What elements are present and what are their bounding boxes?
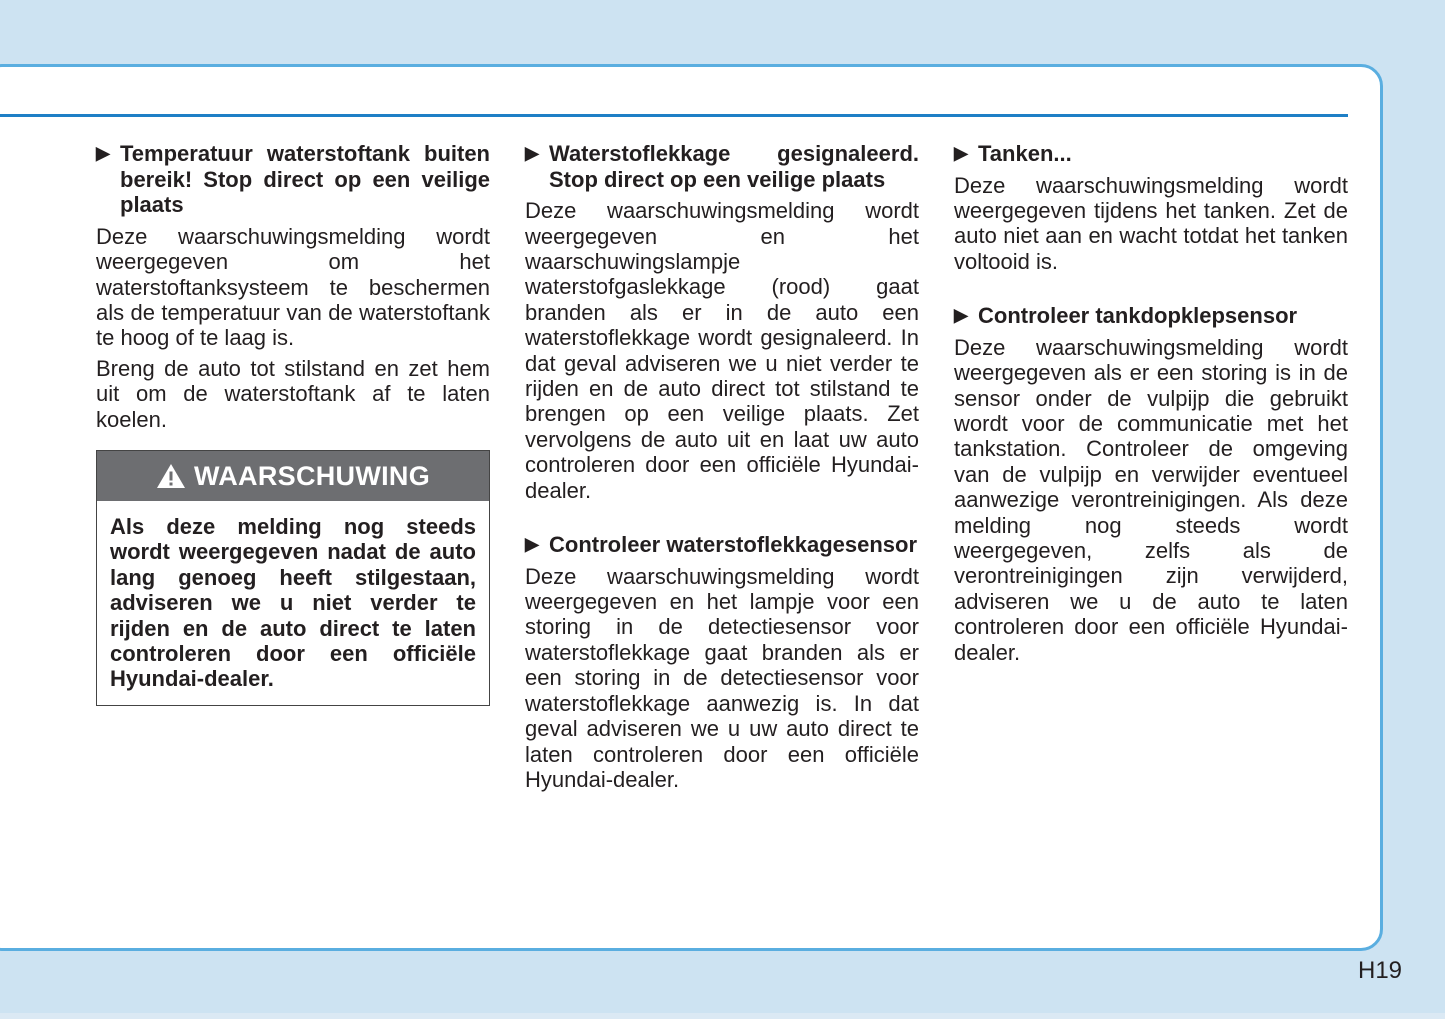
- arrow-right-icon: ▶: [954, 143, 968, 163]
- paragraph: Deze waarschuwingsmelding wordt weergegeven en het waarschuwingslampje waterstofgaslekkage (rood) gaat branden als er in de auto een waterstoflekkage wordt gesignaleerd. In dat geval adviseren we u niet verder te rijden en de auto direct tot stilstand te brengen op een veilige plaats. Zet vervolgens de auto uit en laat uw auto controleren door een officiële Hyundai-dealer.: [525, 198, 919, 503]
- header-rule: [0, 114, 1348, 117]
- section-heading-refuelling: [954, 141, 1348, 167]
- paragraph: Deze waarschuwingsmelding wordt weergegeven en het lampje voor een storing in de detectiesensor voor waterstoflekkage gaat branden als er een storing in de detectiesensor voor waterstoflekkage aanwezig is. In dat geval adviseren we u uw auto direct te laten controleren door een officiële Hyundai-dealer.: [525, 563, 919, 792]
- heading-text: Temperatuur waterstoftank buiten bereik! Stop direct op een veilige plaats: [120, 141, 490, 218]
- section-heading-leak-sensor: [525, 532, 919, 558]
- section-heading-hydrogen-leak: [525, 141, 919, 192]
- heading-text: Controleer tankdopklepsensor: [978, 303, 1298, 329]
- column-middle: [525, 141, 919, 792]
- heading-text: Waterstoflekkage gesignaleerd. Stop direct op een veilige plaats: [549, 141, 919, 192]
- paragraph: Deze waarschuwingsmelding wordt weergegeven tijdens het tanken. Zet de auto niet aan en wacht totdat het tanken voltooid is.: [954, 172, 1348, 274]
- arrow-right-icon: ▶: [954, 305, 968, 326]
- warning-box: [96, 450, 490, 706]
- paragraph: Breng de auto tot stilstand en zet hem uit om de waterstoftank af te laten koelen.: [96, 355, 490, 432]
- heading-text: Tanken...: [978, 141, 1072, 166]
- warning-triangle-icon: [156, 463, 186, 489]
- warning-header: [97, 451, 489, 501]
- arrow-right-icon: ▶: [525, 534, 539, 555]
- paragraph: Deze waarschuwingsmelding wordt weergegeven als er een storing is in de sensor onder de vulpijp die gebruikt wordt voor de communicatie met het tankstation. Controleer de omgeving van de vulpijp en verwijder eventueel aanwezige verontreinigingen. Als deze melding nog steeds wordt weergegeven, zelfs als de verontreinigingen zijn verwijderd, adviseren we u de auto te laten controleren door een officiële Hyundai-dealer.: [954, 334, 1348, 665]
- column-right: [954, 141, 1348, 665]
- page-number: H19: [1358, 957, 1403, 984]
- section-heading-fuel-door-sensor: [954, 303, 1348, 329]
- bottom-band: [0, 1013, 1445, 1019]
- warning-body: Als deze melding nog steeds wordt weergegeven nadat de auto lang genoeg heeft stilgestaan, adviseren we u niet verder te rijden en de auto direct te laten controleren door een officiële Hyundai-dealer.: [110, 514, 476, 692]
- arrow-right-icon: ▶: [96, 143, 110, 163]
- arrow-right-icon: ▶: [525, 143, 539, 163]
- heading-text: Controleer waterstoflekkagesensor: [549, 532, 918, 558]
- column-left: [96, 141, 490, 706]
- paragraph: Deze waarschuwingsmelding wordt weergegeven om het waterstoftanksysteem te beschermen als de temperatuur van de waterstoftank te hoog of te laag is.: [96, 223, 490, 351]
- warning-title: WAARSCHUWING: [193, 460, 431, 491]
- section-heading-temperature: [96, 141, 490, 218]
